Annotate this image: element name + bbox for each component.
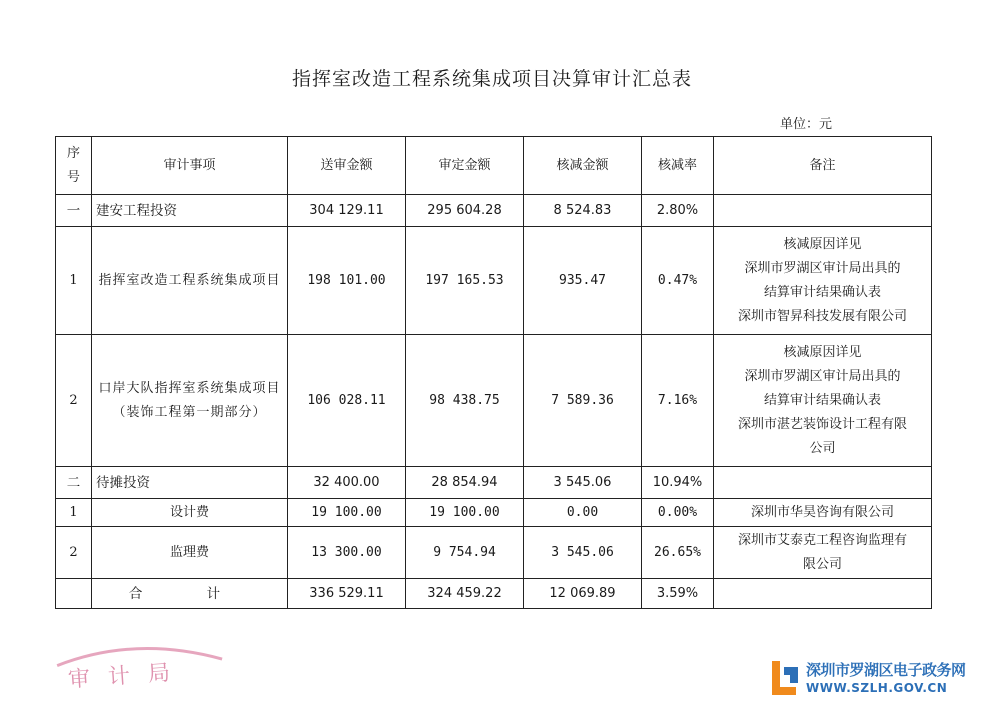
row-reduced: 3 545.06: [524, 527, 642, 579]
row-note: [714, 195, 932, 227]
total-reduced: 12 069.89: [524, 579, 642, 609]
header-row: [56, 137, 932, 195]
row-note: [714, 335, 932, 467]
row-note: [714, 579, 932, 609]
row-item: 监理费: [92, 527, 288, 579]
row-reduced: 935.47: [524, 227, 642, 335]
total-label: 合 计: [92, 579, 288, 609]
site-logo[interactable]: [768, 655, 968, 701]
row-item: 口岸大队指挥室系统集成项目（装饰工程第一期部分）: [92, 335, 288, 467]
row-item: 设计费: [92, 499, 288, 527]
row-seq: 1: [56, 499, 92, 527]
row-reduced: 3 545.06: [524, 467, 642, 499]
row-note: [714, 527, 932, 579]
note-line: 深圳市艾泰克工程咨询监理有: [737, 532, 907, 548]
header-seq: 序 号: [56, 137, 92, 195]
row-item: 指挥室改造工程系统集成项目: [92, 227, 288, 335]
row-rate: 10.94%: [642, 467, 714, 499]
row-rate: 26.65%: [642, 527, 714, 579]
row-rate: 0.00%: [642, 499, 714, 527]
row-reduced: 0.00: [524, 499, 642, 527]
row-seq: 二: [56, 467, 92, 499]
note-line: 深圳市湛艺装饰设计工程有限: [737, 416, 907, 432]
note-line: 结算审计结果确认表: [763, 284, 881, 300]
audit-stamp: 审计局: [46, 634, 230, 716]
header-reduced: 核减金额: [524, 137, 642, 195]
row-submitted: 13 300.00: [288, 527, 406, 579]
logo-name: 深圳市罗湖区电子政务网: [806, 661, 966, 679]
row-seq: 2: [56, 335, 92, 467]
table-row: [56, 467, 932, 499]
table-row: [56, 527, 932, 579]
header-approved: 审定金额: [406, 137, 524, 195]
total-submitted: 336 529.11: [288, 579, 406, 609]
note-line: 公司: [809, 440, 836, 456]
row-note: [714, 227, 932, 335]
row-approved: 295 604.28: [406, 195, 524, 227]
table-row: [56, 195, 932, 227]
note-line: 深圳市罗湖区审计局出具的: [744, 368, 901, 384]
header-note: 备注: [714, 137, 932, 195]
header-submitted: 送审金额: [288, 137, 406, 195]
logo-icon: [768, 657, 802, 697]
row-approved: 19 100.00: [406, 499, 524, 527]
row-note: [714, 467, 932, 499]
row-reduced: 7 589.36: [524, 335, 642, 467]
total-rate: 3.59%: [642, 579, 714, 609]
page-title: 指挥室改造工程系统集成项目决算审计汇总表: [291, 68, 692, 90]
header-rate: 核减率: [642, 137, 714, 195]
note-line: 核减原因详见: [783, 236, 862, 252]
row-approved: 9 754.94: [406, 527, 524, 579]
note-line: 核减原因详见: [783, 344, 862, 360]
row-seq: 一: [56, 195, 92, 227]
row-submitted: 106 028.11: [288, 335, 406, 467]
note-line: 深圳市罗湖区审计局出具的: [744, 260, 901, 276]
audit-summary-table: [55, 136, 932, 609]
row-rate: 0.47%: [642, 227, 714, 335]
total-row: [56, 579, 932, 609]
row-submitted: 198 101.00: [288, 227, 406, 335]
logo-url: WWW.SZLH.GOV.CN: [806, 681, 948, 695]
row-seq: 2: [56, 527, 92, 579]
row-approved: 98 438.75: [406, 335, 524, 467]
note-line: 结算审计结果确认表: [763, 392, 881, 408]
row-submitted: 304 129.11: [288, 195, 406, 227]
row-rate: 7.16%: [642, 335, 714, 467]
note-line: 限公司: [802, 556, 842, 572]
table-row: [56, 335, 932, 467]
note-line: 深圳市智昇科技发展有限公司: [737, 308, 907, 324]
table-row: [56, 499, 932, 527]
row-item: 待摊投资: [92, 467, 288, 499]
total-approved: 324 459.22: [406, 579, 524, 609]
row-approved: 197 165.53: [406, 227, 524, 335]
row-seq: [56, 579, 92, 609]
row-rate: 2.80%: [642, 195, 714, 227]
row-item: 建安工程投资: [92, 195, 288, 227]
row-submitted: 32 400.00: [288, 467, 406, 499]
row-reduced: 8 524.83: [524, 195, 642, 227]
row-seq: 1: [56, 227, 92, 335]
row-note: [714, 499, 932, 527]
row-approved: 28 854.94: [406, 467, 524, 499]
note-line: 深圳市华昊咨询有限公司: [750, 504, 894, 520]
unit-label: 单位：元: [780, 117, 833, 132]
header-item: 审计事项: [92, 137, 288, 195]
row-submitted: 19 100.00: [288, 499, 406, 527]
table-row: [56, 227, 932, 335]
